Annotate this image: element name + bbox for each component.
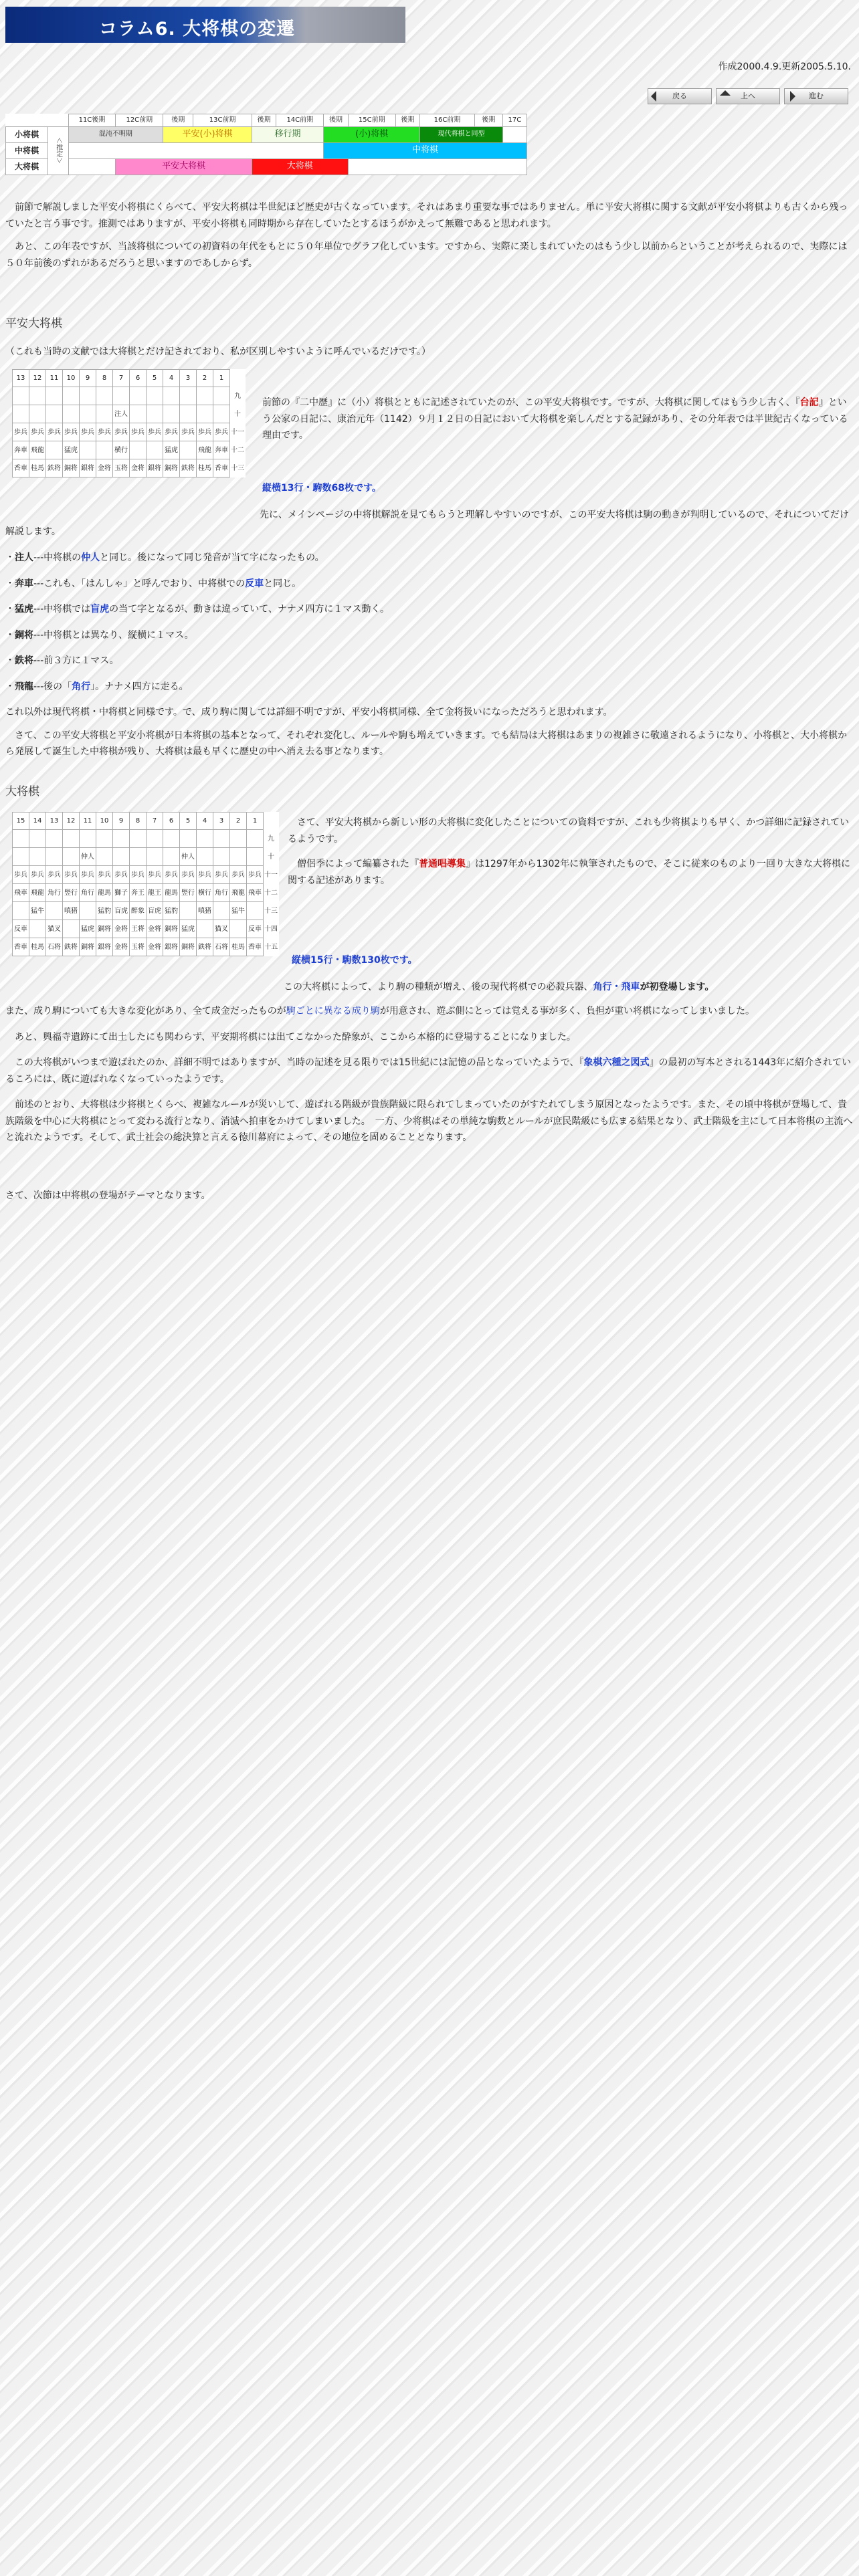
board-piece: 龍馬 (163, 884, 180, 902)
board-piece: 銅将 (180, 938, 197, 956)
period-label: 15C前期 (348, 114, 395, 127)
board-square (29, 387, 46, 405)
board-square (80, 405, 96, 423)
arrow-right-icon (790, 91, 801, 102)
board-piece: 銀将 (163, 938, 180, 956)
board-piece: 注人 (113, 405, 130, 423)
board-piece: 銅将 (163, 459, 180, 477)
piece-item: ・鉄将---前３方に１マス。 (5, 655, 119, 666)
board-piece: 銅将 (163, 920, 180, 938)
board-piece: 仲人 (80, 848, 96, 866)
piece-item: ・注人---中将棋の仲人と同じ。後になって同じ発音が当て字になったもの。 (5, 552, 324, 563)
board-piece: 嗔猪 (63, 902, 80, 920)
board-piece: 銅将 (80, 938, 96, 956)
row-label: 小将棋 (6, 126, 48, 142)
board-row-label: 九 (234, 392, 241, 400)
board-piece: 鉄将 (180, 459, 197, 477)
board-piece: 歩兵 (13, 866, 29, 884)
board-piece: 歩兵 (180, 866, 197, 884)
board-piece: 鉄将 (197, 938, 213, 956)
board-square (63, 387, 80, 405)
board-piece: 銀将 (96, 938, 113, 956)
board-row-label: 十四 (264, 925, 278, 933)
dai-para3: この大将棋によって、より駒の種類が増え、後の現代将棋での必殺兵器、角行・飛車が初登場します。 (284, 982, 714, 992)
board-piece: 石将 (213, 938, 230, 956)
board-col-label: 13 (13, 370, 29, 387)
board-square (113, 848, 130, 866)
board-square (113, 387, 130, 405)
board-piece: 金将 (113, 938, 130, 956)
board-piece: 嗔猪 (197, 902, 213, 920)
board-square (247, 830, 264, 848)
era-cell-modern: 現代将棋と同型 (420, 126, 503, 142)
board-col-label: 15 (13, 813, 29, 830)
board-square (197, 830, 213, 848)
board-piece: 歩兵 (113, 866, 130, 884)
section-heading-dai: 大将棋 (5, 785, 39, 798)
heian-para4: さて、この平安大将棋と平安小将棋が日本将棋の基本となって、それぞれ変化し、ルールや駒も増えていきます。でも結局は大将棋はあまりの複雑さに敬遠されるようになり、小将棋と、大小将棋から発展して誕生した中将棋が残り、大将棋は最も早くに歴史の中へ消え去る事となります。 (5, 730, 848, 757)
board-col-label: 5 (180, 813, 197, 830)
daiki-highlight: 台記 (799, 397, 819, 408)
period-label: 17C (502, 114, 527, 127)
board-square (197, 920, 213, 938)
period-label: 16C前期 (420, 114, 475, 127)
board-piece: 歩兵 (213, 866, 230, 884)
board-square (96, 848, 113, 866)
board-col-label: 4 (163, 370, 180, 387)
board-square (147, 830, 163, 848)
board-piece: 飛龍 (197, 441, 213, 459)
board-piece: 獅子 (113, 884, 130, 902)
board-row-label: 十二 (231, 446, 244, 454)
board-piece: 盲虎 (113, 902, 130, 920)
board-square (80, 902, 96, 920)
board-square (163, 848, 180, 866)
board-piece: 歩兵 (63, 423, 80, 441)
board-square (180, 405, 197, 423)
board-row-label: 十三 (231, 464, 245, 472)
period-label: 後期 (474, 114, 502, 127)
era-cell-chu: 中将棋 (324, 142, 527, 158)
board-square (180, 830, 197, 848)
board-square (29, 920, 46, 938)
board-square (213, 902, 230, 920)
board-col-label: 9 (80, 370, 96, 387)
board-square (180, 902, 197, 920)
kakugyo-hisha-highlight: 角行・飛車 (593, 982, 640, 992)
board-col-label: 2 (230, 813, 247, 830)
board-piece: 猛虎 (80, 920, 96, 938)
board-col-label: 3 (213, 813, 230, 830)
back-button[interactable]: 戻る (648, 88, 712, 104)
board-piece: 猛虎 (163, 441, 180, 459)
board-row-label: 十一 (264, 871, 278, 879)
board-square (180, 387, 197, 405)
board-col-label: 6 (130, 370, 147, 387)
intro-paragraph: 前節で解説しました平安小将棋にくらべて、平安大将棋は半世紀ほど歴史が古くなっています。それはあまり重要な事ではありません。単に平安大将棋に関する文献が平安小将棋よりも古くから残っていたと言う事です。推測ではありますが、平安小将棋も同時期から存在していたとするほうがかえって無難であると思われます。 (5, 202, 848, 229)
board-square (230, 830, 247, 848)
board-square (63, 848, 80, 866)
arrow-left-icon (646, 91, 656, 102)
board-square (96, 387, 113, 405)
board-piece: 歩兵 (63, 866, 80, 884)
era-cell-dai: 大将棋 (252, 158, 348, 175)
piece-list (5, 550, 854, 760)
board-piece: 反車 (247, 920, 264, 938)
era-cell-heian-dai: 平安大将棋 (116, 158, 252, 175)
board-piece: 桂馬 (197, 459, 213, 477)
board-piece: 鉄将 (63, 938, 80, 956)
board-square (113, 830, 130, 848)
board-square (213, 830, 230, 848)
board-square (46, 830, 63, 848)
board-square (130, 830, 147, 848)
intro-section (5, 199, 854, 272)
board-piece: 歩兵 (29, 866, 46, 884)
board-piece: 奔車 (13, 441, 29, 459)
board-piece: 角行 (213, 884, 230, 902)
board-square (197, 848, 213, 866)
board-square (130, 405, 147, 423)
board-piece: 桂馬 (29, 938, 46, 956)
board-square (230, 848, 247, 866)
board-square (96, 405, 113, 423)
board-piece: 歩兵 (29, 423, 46, 441)
board-col-label: 3 (180, 370, 197, 387)
board-square (213, 405, 230, 423)
dai-board (12, 812, 279, 956)
board-piece: 銀将 (80, 459, 96, 477)
board-square (13, 405, 29, 423)
board-piece: 玉将 (130, 938, 147, 956)
board-col-label: 14 (29, 813, 46, 830)
board-piece: 猛虎 (180, 920, 197, 938)
board-piece: 銅将 (96, 920, 113, 938)
board-piece: 歩兵 (197, 423, 213, 441)
board-piece: 歩兵 (113, 423, 130, 441)
board-piece: 飛龍 (29, 441, 46, 459)
intro-paragraph: あと、この年表ですが、当該将棋についての初資料の年代をもとに５０年単位でグラフ化しています。ですから、実際に楽しまれていたのはもう少し以前からということが考えられるので、実際には５０年前後のずれがあるだろうと思いますのであしからず。 (5, 241, 848, 269)
board-piece: 歩兵 (213, 423, 230, 441)
piece-item: ・飛龍---後の「角行」。ナナメ四方に走る。 (5, 681, 189, 692)
closing-text: さて、次節は中将棋の登場がテーマとなります。 (5, 1190, 211, 1201)
board-piece: 歩兵 (46, 423, 63, 441)
board-piece: 桂馬 (230, 938, 247, 956)
board-square (80, 441, 96, 459)
board-square (163, 387, 180, 405)
dai-para6: この大将棋がいつまで遊ばれたのか、詳細不明ではありますが、当時の記述を見る限りでは15世紀には記憶の品となっていたようで、『象棋六種之図式』の最初の写本とされる1443年に紹介されているころには、既に遊ばれなくなっていったようです。 (5, 1057, 852, 1085)
board-row-label: 十三 (264, 907, 278, 915)
board-piece: 金将 (147, 920, 163, 938)
board-col-label: 1 (247, 813, 264, 830)
board-square (213, 387, 230, 405)
board-col-label: 10 (63, 370, 80, 387)
board-square (230, 920, 247, 938)
board-piece: 歩兵 (230, 866, 247, 884)
board-square (147, 387, 163, 405)
board-square (46, 848, 63, 866)
board-col-label: 8 (96, 370, 113, 387)
board-col-label: 11 (80, 813, 96, 830)
dai-para4: また、成り駒についても大きな変化があり、全て成金だったものが駒ごとに異なる成り駒が用意され、遊ぶ側にとっては覚える事が多く、負担が重い将棋になってしまいました。 (5, 1006, 755, 1016)
board-square (63, 920, 80, 938)
arrow-up-icon (720, 85, 731, 96)
board-piece: 龍馬 (96, 884, 113, 902)
board-piece: 猛豹 (96, 902, 113, 920)
board-col-label: 4 (197, 813, 213, 830)
heian-para3: これ以外は現代将棋・中将棋と同様です。で、成り駒に関しては詳細不明ですが、平安小将棋同様、全て金将扱いになっただろうと思われます。 (5, 707, 613, 718)
board-piece: 歩兵 (80, 866, 96, 884)
piece-item: ・猛虎---中将棋では盲虎の当て字となるが、動きは違っていて、ナナメ四方に１マス動く。 (5, 604, 390, 615)
board-row-label: 十五 (264, 943, 278, 951)
dai-para5: あと、興福寺遺跡にて出土したにも関わらず、平安期将棋には出てこなかった酔象が、ここから本格的に登場することになりました。 (15, 1031, 576, 1043)
board-piece: 醉象 (130, 902, 147, 920)
period-label: 11C後期 (68, 114, 116, 127)
board-piece: 飛車 (13, 884, 29, 902)
board-square (147, 441, 163, 459)
board-col-label: 11 (46, 370, 63, 387)
board-row-label: 十 (234, 410, 241, 418)
board-piece: 龍王 (147, 884, 163, 902)
board-square (80, 387, 96, 405)
board-piece: 猫叉 (213, 920, 230, 938)
era-cell-heian-sho: 平安(小)将棋 (163, 126, 252, 142)
futsu-shodo-highlight: 普通唱導集 (419, 859, 466, 869)
era-timeline (5, 114, 527, 175)
date-info: 作成2000.4.9.更新2005.5.10. (718, 62, 851, 72)
board-square (197, 405, 213, 423)
board-row-label: 十 (268, 853, 274, 861)
board-piece: 猛牛 (29, 902, 46, 920)
era-cell-chaos: 混沌不明期 (68, 126, 163, 142)
board-piece: 横行 (197, 884, 213, 902)
board-piece: 歩兵 (80, 423, 96, 441)
board-piece: 銀将 (147, 459, 163, 477)
board-piece: 石将 (46, 938, 63, 956)
board-piece: 歩兵 (46, 866, 63, 884)
board-piece: 反車 (13, 920, 29, 938)
period-label: 13C前期 (193, 114, 252, 127)
board-piece: 盲虎 (147, 902, 163, 920)
period-label: 12C前期 (116, 114, 163, 127)
board-col-label: 12 (63, 813, 80, 830)
board-col-label: 9 (113, 813, 130, 830)
heian-para2: 先に、メインページの中将棋解説を見てもらうと理解しやすいのですが、この平安大将棋は駒の動きが判明しているので、それについてだけ解説します。 (5, 510, 849, 537)
board-piece: 猛豹 (163, 902, 180, 920)
dai-para1: さて、平安大将棋から新しい形の大将棋に変化したことについての資料ですが、これも少将棋よりも早く、かつ詳細に記録されているようです。 (288, 817, 850, 845)
board-piece: 歩兵 (130, 423, 147, 441)
dai-body (5, 1003, 854, 1146)
board-piece: 桂馬 (29, 459, 46, 477)
board-square (96, 441, 113, 459)
board-piece: 香車 (13, 459, 29, 477)
board-row-label: 九 (268, 835, 274, 843)
board-square (130, 387, 147, 405)
row-label: 大将棋 (6, 158, 48, 175)
board-square (163, 830, 180, 848)
board-square (63, 405, 80, 423)
board-col-label: 8 (130, 813, 147, 830)
board-piece: 鉄将 (46, 459, 63, 477)
board-square (80, 830, 96, 848)
board-piece: 飛車 (247, 884, 264, 902)
board-piece: 歩兵 (96, 423, 113, 441)
board-square (29, 405, 46, 423)
board-piece: 歩兵 (96, 866, 113, 884)
dai-para7: 前述のとおり、大将棋は少将棋とくらべ、複雑なルールが災いして、遊ばれる階級が貴族階級に限られてしまっていたのがすたれてしまう原因となったようです。また、その頃中将棋が登場して、貴族階級を中心に大将棋にとって変わる流行となり、消滅へ拍車をかけてしまいました。 一方、少将棋はその単純な駒数とルールが庶民階級にも広まる結果となり、武士階級を主にして日本将棋の主流へと流れたようです。そして、武士社会の総決算と言える徳川幕府によって、その地位を固めることとなります。 (5, 1099, 853, 1143)
board-piece: 香車 (13, 938, 29, 956)
board-row-label: 十二 (264, 889, 278, 897)
board-col-label: 10 (96, 813, 113, 830)
board-piece: 奔王 (130, 884, 147, 902)
heian-note: （これも当時の文献では大将棋とだけ記されており、私が区別しやすいように呼んでいるだけです。） (5, 346, 431, 357)
board-piece: 王将 (130, 920, 147, 938)
board-square (147, 848, 163, 866)
board-piece: 猫叉 (46, 920, 63, 938)
board-square (13, 830, 29, 848)
board-piece: 竪行 (63, 884, 80, 902)
board-piece: 香車 (213, 459, 230, 477)
board-square (13, 387, 29, 405)
board-square (130, 848, 147, 866)
board-square (247, 902, 264, 920)
section-heading-heian: 平安大将棋 (5, 317, 62, 330)
page-title: コラム6. 大将棋の変遷 (99, 19, 296, 39)
board-piece: 金将 (147, 938, 163, 956)
board-piece: 玉将 (113, 459, 130, 477)
board-piece: 猛牛 (230, 902, 247, 920)
board-square (13, 902, 29, 920)
era-cell-transition: 移行期 (252, 126, 323, 142)
heian-board (12, 369, 246, 477)
board-square (13, 848, 29, 866)
board-col-label: 6 (163, 813, 180, 830)
row-label: 中将棋 (6, 142, 48, 158)
period-label: 後期 (324, 114, 349, 127)
board-square (247, 848, 264, 866)
board-piece: 仲人 (180, 848, 197, 866)
era-cell-sho: (小)将棋 (324, 126, 420, 142)
board-piece: 歩兵 (147, 866, 163, 884)
board-piece: 歩兵 (180, 423, 197, 441)
piece-item: ・奔車---これも、「はんしゃ」と呼んでおり、中将棋での反車と同じ。 (5, 578, 302, 589)
board-col-label: 7 (113, 370, 130, 387)
heian-summary: 縦横13行・駒数68枚です。 (262, 483, 381, 494)
board-piece: 歩兵 (197, 866, 213, 884)
timeline-table (5, 114, 527, 175)
board-col-label: 5 (147, 370, 163, 387)
board-piece: 歩兵 (163, 423, 180, 441)
board-piece: 猛虎 (63, 441, 80, 459)
board-piece: 角行 (80, 884, 96, 902)
board-square (63, 830, 80, 848)
dai-para2: 僧侶季によって編纂された『普通唱導集』は1297年から1302年に執筆されたもので、そこに従来のものより一回り大きな大将棋に関する記述があります。 (288, 859, 850, 886)
period-label: 後期 (163, 114, 193, 127)
board-square (96, 830, 113, 848)
board-col-label: 1 (213, 370, 230, 387)
board-piece: 歩兵 (163, 866, 180, 884)
board-piece: 飛龍 (230, 884, 247, 902)
board-square (213, 848, 230, 866)
board-piece: 歩兵 (130, 866, 147, 884)
board-square (46, 405, 63, 423)
board-row-label: 十一 (231, 428, 244, 436)
next-button[interactable]: 進む (784, 88, 848, 104)
board-piece: 金将 (130, 459, 147, 477)
board-piece: 金将 (96, 459, 113, 477)
board-square (46, 902, 63, 920)
board-col-label: 2 (197, 370, 213, 387)
board-square (29, 830, 46, 848)
board-square (130, 441, 147, 459)
heian-para1: 前節の『二中歴』に（小）将棋とともに記述されていたのが、この平安大将棋です。ですが、大将棋に関してはもう少し古く、『台記』という公家の日記に、康治元年（1142）９月１２日の日記において大将棋を楽しんだとする記録があり、その分年表では半世紀古くなっている理由です。 (262, 397, 848, 441)
board-square (147, 405, 163, 423)
board-piece: 竪行 (180, 884, 197, 902)
dai-summary: 縦横15行・駒数130枚です。 (292, 955, 417, 966)
board-piece: 銅将 (63, 459, 80, 477)
board-piece: 金将 (113, 920, 130, 938)
board-piece: 横行 (113, 441, 130, 459)
board-piece: 歩兵 (147, 423, 163, 441)
board-square (46, 387, 63, 405)
period-label: 後期 (252, 114, 276, 127)
period-label: 14C前期 (276, 114, 324, 127)
board-square (29, 848, 46, 866)
board-square (180, 441, 197, 459)
board-col-label: 7 (147, 813, 163, 830)
board-square (163, 405, 180, 423)
board-col-label: 13 (46, 813, 63, 830)
board-piece: 奔車 (213, 441, 230, 459)
estimate-note: ＜推定＞ (48, 126, 69, 175)
board-piece: 飛龍 (29, 884, 46, 902)
board-piece: 歩兵 (247, 866, 264, 884)
board-piece: 歩兵 (13, 423, 29, 441)
up-button[interactable]: 上へ (716, 88, 780, 104)
board-piece: 角行 (46, 884, 63, 902)
title-banner (5, 7, 405, 43)
period-label: 後期 (395, 114, 420, 127)
board-col-label: 12 (29, 370, 46, 387)
board-square (46, 441, 63, 459)
piece-item: ・銅将---中将棋とは異なり、縦横に１マス。 (5, 629, 194, 641)
board-square (197, 387, 213, 405)
board-piece: 香車 (247, 938, 264, 956)
